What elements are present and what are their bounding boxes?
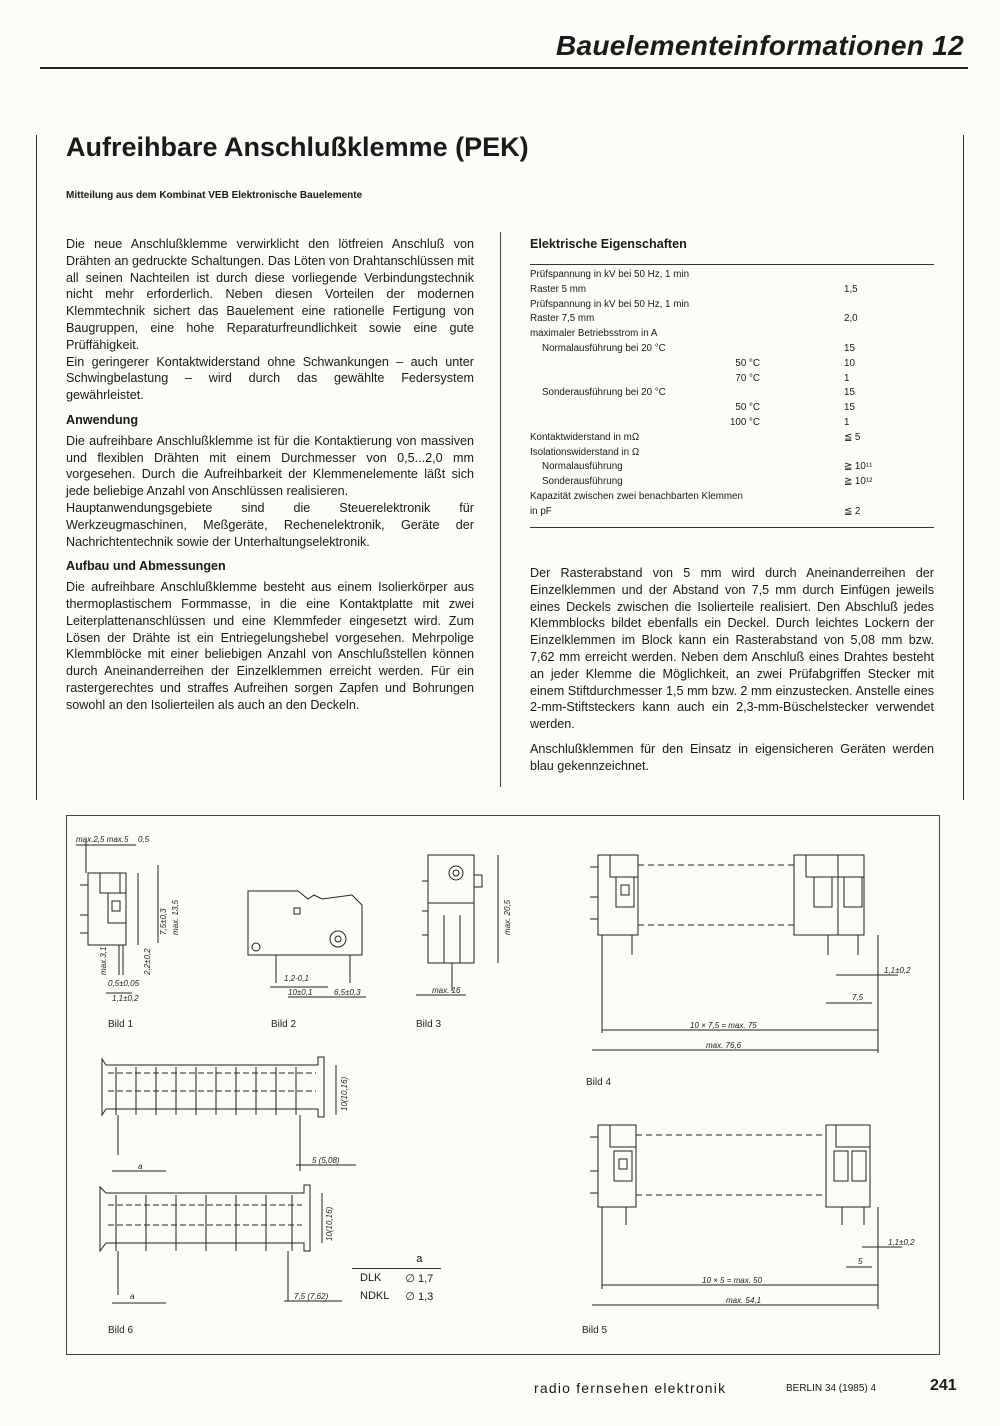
bild2-wire-hole	[330, 931, 346, 947]
property-row	[530, 327, 934, 342]
bild1-dim-4: 7,5±0,3	[159, 908, 168, 935]
diameter-table	[352, 1250, 441, 1305]
properties-rule	[530, 264, 934, 265]
footer-magazine: radio fernsehen elektronik	[534, 1380, 727, 1396]
property-row	[530, 342, 934, 357]
property-row	[530, 475, 934, 490]
property-row	[530, 386, 934, 401]
property-value	[844, 298, 934, 313]
property-label: Raster 7,5 mm	[530, 313, 595, 325]
bild5-dim-4: max. 54,1	[726, 1296, 762, 1305]
property-value	[844, 446, 934, 461]
property-value	[844, 327, 934, 342]
intro-paragraph-1: Die neue Anschlußklemme verwirklicht den lötfreien Anschluß von Drähten an gedruckte Schaltungen. Das Löten von Drahtanschlüssen mit all seinen Nachteilen ist durch diese vorliegende Verbindungstechnik nicht mehr erforderlich. Neben diesen Vorteilen der modernen Klemmtechnik sichert das Bauelement eine rationelle Fertigung von Baugruppen, eine hohe Reparaturfreundlichkeit sowie eine gute Prüffähigkeit.	[66, 237, 474, 352]
bild1-dim-6: 2,2±0,2	[143, 948, 152, 975]
right-paragraph-2: Anschlußklemmen für den Einsatz in eigensicheren Geräten werden blau gekennzeichnet.	[530, 741, 934, 773]
use-paragraph-1: Die aufreihbare Anschlußklemme ist für die Kontaktierung von massiven und flexiblen Drähten mit einem Durchmesser von 0,5...2,0 mm vorgesehen. Durch die Aufreihbarkeit der Klemmenelemente läßt sich jede beliebige Anzahl von Anschlüssen realisieren.	[66, 433, 474, 499]
bild1-dim-7: 0,5±0,05	[108, 979, 140, 988]
property-row	[530, 298, 934, 313]
property-value: 1	[844, 372, 850, 384]
property-label: Sonderausführung	[542, 476, 623, 488]
property-label: 70 °C	[735, 372, 760, 384]
property-row	[530, 283, 934, 298]
bild3-caption: Bild 3	[416, 1019, 442, 1030]
property-row	[530, 460, 934, 475]
properties-table	[530, 268, 934, 520]
right-column	[530, 565, 934, 783]
page-number: 241	[930, 1377, 957, 1394]
drawing-bild-6-lower	[100, 1185, 342, 1303]
bild1-clamp	[108, 893, 126, 923]
bild6-caption: Bild 6	[108, 1325, 134, 1336]
diameter-type: DLK	[360, 1272, 382, 1284]
property-value: ≧ 10¹¹	[844, 461, 873, 473]
bild6-dim-3: a	[138, 1162, 143, 1171]
bild1-dim-1: max.2,5 max.5	[76, 835, 129, 844]
property-row	[530, 401, 934, 416]
bild3-dim-1: max. 20,5	[503, 899, 512, 935]
bild4-dim-1: 1,1±0,2	[884, 966, 911, 975]
property-value: 10	[844, 357, 855, 369]
column-divider	[500, 232, 501, 787]
technical-drawings	[66, 815, 938, 1353]
diameter-value: ∅ 1,3	[405, 1290, 434, 1303]
drawing-bild-3	[416, 855, 498, 995]
properties-bottom-rule	[530, 527, 934, 528]
right-margin-rule	[963, 135, 964, 800]
right-paragraph-1: Der Rasterabstand von 5 mm wird durch Aneinanderreihen der Einzelklemmen und der Abstand von 7,5 mm durch Einfügen jeweils eines Deckels zwischen die Isolierteile realisiert. Den Abschluß jedes Klemmblocks bildet ebenfalls ein Deckel. Durch leichtes Lockern der Einzelklemmen im Block kann ein Rasterabstand von 5,08 mm bzw. 7,62 mm erreicht werden. Neben dem Anschluß eines Drahtes besteht an jeder Klemme die Möglichkeit, an zwei Prüfabgriffen Stecker mit einem Stiftdurchmesser 1,5 mm bzw. 2 mm einzustecken. Anstelle eines 2-mm-Stiftsteckers kann auch ein 2,3-mm-Büschelstecker verwendet werden.	[530, 566, 934, 732]
bild1-clamp-window	[112, 901, 120, 911]
use-paragraph-2: Hauptanwendungsgebiete sind die Steuerelektronik für Werkzeugmaschinen, Meßgeräte, Rechenelektronik, Geräte der Nachrichtentechnik sowie der Unterhaltungselektronik.	[66, 500, 474, 549]
properties-heading: Elektrische Eigenschaften	[530, 237, 687, 251]
property-row	[530, 490, 934, 505]
diameter-value: ∅ 1,7	[405, 1272, 434, 1285]
bild2-caption: Bild 2	[271, 1019, 297, 1030]
bild6-dim-2: 5 (5,08)	[312, 1156, 340, 1165]
property-value: ≦ 5	[844, 431, 861, 443]
property-row	[530, 372, 934, 387]
bild6-dim-6: a	[130, 1292, 135, 1301]
diameter-type: NDKL	[360, 1290, 390, 1302]
bild6-dim-1: 10(10,16)	[340, 1076, 349, 1111]
bild1-dim-8: 1,1±0,2	[112, 994, 139, 1003]
bild4-dim-4: max. 76,6	[706, 1041, 742, 1050]
bild2-outline	[248, 891, 362, 955]
left-margin-rule	[36, 135, 37, 800]
build-paragraph-1: Die aufreihbare Anschlußklemme besteht aus einem Isolierkörper aus thermoplastischem Formmasse, in die eine Kontaktplatte mit zwei Leiterplattenanschlüssen und eine Klemmfeder eingesetzt wird. Zum Lösen der Drähte ist ein Entriegelungshebel vorgesehen. Mehrpolige Klemmblöcke mit einer beliebigen Anzahl von Anschlußstellen können durch Aneinanderreihen der Einzelklemmen erreicht werden. Für ein rastergerechtes und straffes Aufreihen sorgen Zapfen und Bohrungen sowohl an den Isolierteilen als auch an den Deckeln.	[66, 580, 474, 712]
property-label: Isolationswiderstand in Ω	[530, 446, 640, 458]
property-row	[530, 268, 934, 283]
property-value: 1	[844, 416, 850, 428]
bild5-dim-1: 1,1±0,2	[888, 1238, 915, 1247]
property-row	[530, 446, 934, 461]
property-value: 15	[844, 387, 855, 399]
property-label: 50 °C	[735, 402, 760, 414]
property-row	[530, 357, 934, 372]
bild6-dim-5: 7,5 (7,62)	[294, 1292, 329, 1301]
left-column	[66, 236, 474, 714]
property-value: ≧ 10¹²	[844, 476, 873, 488]
diameter-header: a	[397, 1250, 441, 1269]
property-label: Prüfspannung in kV bei 50 Hz, 1 min	[530, 298, 690, 310]
property-row	[530, 505, 934, 520]
bild4-dim-3: 10 × 7,5 = max. 75	[690, 1021, 757, 1030]
bild2-screw-hole	[252, 943, 260, 951]
bild3-head	[428, 855, 474, 903]
section-heading-use: Anwendung	[66, 412, 139, 427]
header-rule	[40, 67, 968, 69]
property-value	[844, 490, 934, 505]
property-label: Kontaktwiderstand in mΩ	[530, 431, 640, 443]
property-row	[530, 312, 934, 327]
property-label: Normalausführung bei 20 °C	[542, 342, 666, 354]
bild4-dim-2: 7,5	[852, 993, 864, 1002]
property-value: 15	[844, 402, 855, 414]
bild4-caption: Bild 4	[586, 1077, 612, 1088]
bild1-dim-5: max.3,1	[99, 946, 108, 975]
bild3-body	[428, 903, 474, 963]
property-label: Raster 5 mm	[530, 283, 587, 295]
bild5-caption: Bild 5	[582, 1325, 608, 1336]
property-label: Kapazität zwischen zwei benachbarten Klemmen	[530, 490, 743, 502]
intro-paragraph-2: Ein geringerer Kontaktwiderstand ohne Schwankungen – auch unter Schwingbelastung – wird durch das gewählte Federsystem gewährleistet.	[66, 354, 474, 403]
bild3-dim-2: max. 16	[432, 986, 461, 995]
property-value: 1,5	[844, 283, 858, 295]
property-value	[844, 268, 934, 283]
bild1-dim-3: max. 13,5	[171, 899, 180, 935]
bild2-dim-2: 10±0,1	[288, 988, 313, 997]
property-label: 100 °C	[729, 416, 760, 428]
property-value: 15	[844, 342, 855, 354]
bild5-dim-2: 5	[858, 1257, 863, 1266]
bild5-dim-3: 10 × 5 = max. 50	[702, 1276, 763, 1285]
bild1-caption: Bild 1	[108, 1019, 134, 1030]
footer-issue: BERLIN 34 (1985) 4	[786, 1383, 877, 1394]
property-row	[530, 416, 934, 431]
property-value: 2,0	[844, 313, 858, 325]
property-label: Normalausführung	[542, 461, 623, 473]
drawing-bild-6-upper	[102, 1057, 356, 1171]
property-row	[530, 431, 934, 446]
bild1-top-block	[100, 873, 120, 893]
section-heading-build: Aufbau und Abmessungen	[66, 559, 226, 574]
property-label: maximaler Betriebsstrom in A	[530, 328, 658, 340]
article-subtitle: Mitteilung aus dem Kombinat VEB Elektronische Bauelemente	[66, 190, 363, 201]
series-title: Bauelementeinformationen 12	[556, 30, 964, 61]
article-title: Aufreihbare Anschlußklemme (PEK)	[66, 132, 529, 162]
property-label: Sonderausführung bei 20 °C	[542, 387, 666, 399]
property-label: Prüfspannung in kV bei 50 Hz, 1 min	[530, 269, 690, 280]
property-label: in pF	[530, 505, 552, 517]
property-value: ≦ 2	[844, 505, 861, 517]
bild2-dim-3: 6,5±0,3	[334, 988, 361, 997]
bild1-dim-2: 0,5	[138, 835, 150, 844]
property-label: 50 °C	[735, 357, 760, 369]
bild6-dim-4: 10(10,16)	[325, 1206, 334, 1241]
bild2-dim-1: 1,2-0,1	[284, 974, 309, 983]
